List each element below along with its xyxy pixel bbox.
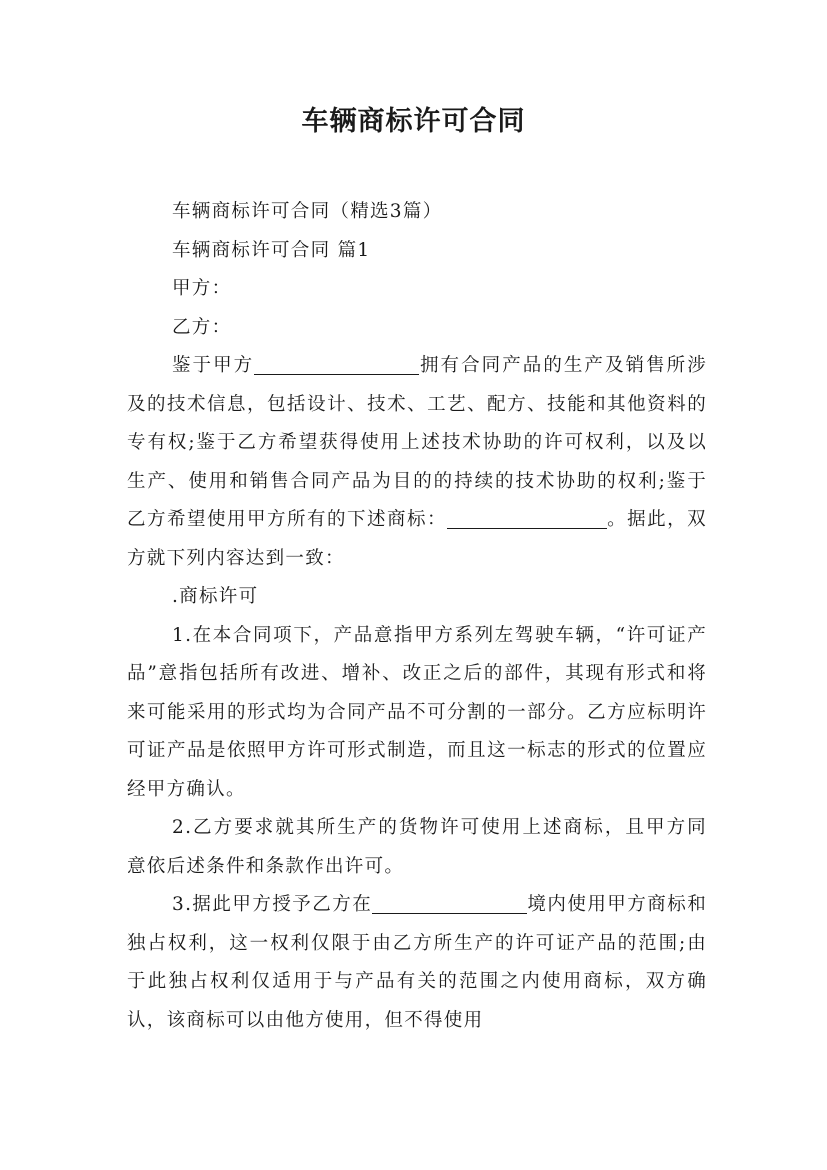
clause-3-body: 境内使用甲方商标和独占权利，这一权利仅限于由乙方所生产的许可证产品的范围;由于此独占权利仅适用于与产品有关的范围之内使用商标，双方确认，该商标可以由他方使用，但不得使用 xyxy=(127,894,708,1031)
fill-blank-trademark xyxy=(447,506,607,529)
paragraph-clause-1: 1.在本合同项下，产品意指甲方系列左驾驶车辆，“许可证产品”意指包括所有改进、增补、改正之后的部件，其现有形式和将来可能采用的形式均为合同产品不可分割的一部分。乙方应标明许可证产品是依照甲方许可形式制造，而且这一标志的形式的位置应经甲方确认。 xyxy=(127,624,707,800)
paragraph-party-a: 甲方： xyxy=(172,278,232,299)
paragraph-party-b: 乙方： xyxy=(172,316,232,338)
fill-blank-party-a-name xyxy=(254,352,419,375)
paragraph-clause-2: 2.乙方要求就其所生产的货物许可使用上述商标，且甲方同意依后述条件和条款作出许可。 xyxy=(127,817,707,877)
document-title: 车辆商标许可合同 xyxy=(301,106,526,137)
paragraph-recitals xyxy=(127,347,707,578)
paragraph-subtitle: 车辆商标许可合同（精选3篇） xyxy=(172,201,443,222)
paragraph-trademark-license-heading: .商标许可 xyxy=(172,586,259,607)
recitals-end: 。据此，双方就下列内容达到一致： xyxy=(127,509,707,569)
recitals-start: 鉴于甲方 xyxy=(172,355,255,376)
document-body xyxy=(127,193,707,1040)
paragraph-clause-3 xyxy=(127,886,707,1040)
clause-3-start: 3.据此甲方授予乙方在 xyxy=(172,894,373,915)
fill-blank-territory xyxy=(372,891,527,914)
recitals-body: 拥有合同产品的生产及销售所涉及的技术信息，包括设计、技术、工艺、配方、技能和其他资料的专有权;鉴于乙方希望获得使用上述技术协助的许可权利，以及以生产、使用和销售合同产品为目的的持续的技术协助的权利;鉴于乙方希望使用甲方所有的下述商标： xyxy=(127,355,708,530)
paragraph-section-heading: 车辆商标许可合同 篇1 xyxy=(172,239,371,261)
